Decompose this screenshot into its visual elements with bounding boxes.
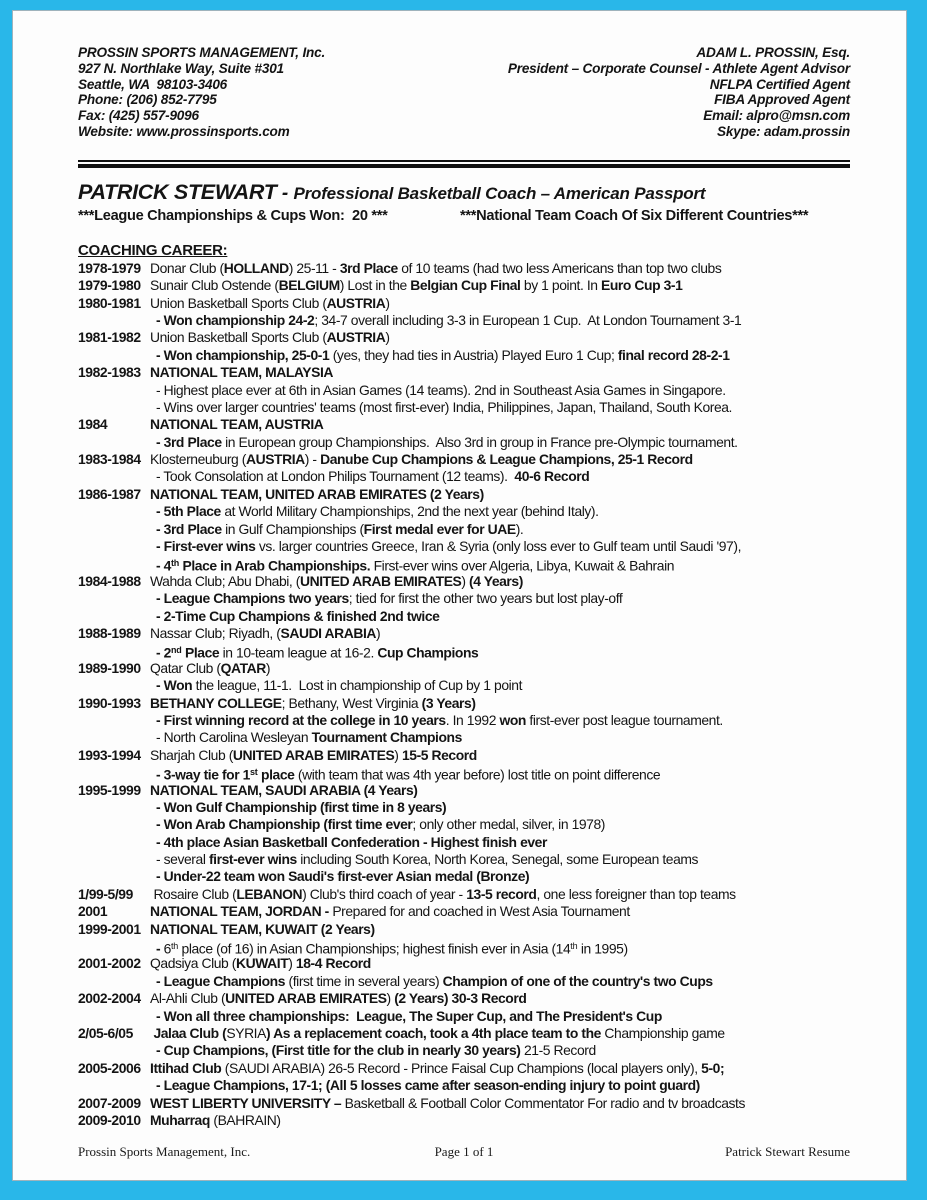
letterhead-agent-block: [508, 45, 850, 140]
career-line: [78, 851, 850, 868]
subtitle-championships: ***League Championships & Cups Won: 20 ***: [78, 207, 388, 224]
career-line: [78, 486, 850, 503]
footer-document-title: Patrick Stewart Resume: [725, 1144, 850, 1160]
career-text-segment: ): [385, 329, 390, 346]
career-line: [78, 416, 850, 433]
career-text-segment: (2 Years) 30-3 Record: [394, 990, 527, 1007]
career-line: [78, 695, 850, 712]
career-text-segment: - League Champions two years: [156, 590, 349, 607]
career-text-segment: by 1 point. In: [520, 277, 602, 294]
career-year: 1993-1994: [78, 746, 141, 763]
career-text-segment: first-ever post league tournament.: [525, 711, 723, 728]
resume-title: [78, 179, 850, 208]
career-line: [78, 903, 850, 920]
career-text-segment: Klosterneuburg (: [150, 451, 246, 468]
career-text-segment: Union Basketball Sports Club (: [150, 329, 327, 346]
career-text-segment: NATIONAL TEAM, UNITED ARAB EMIRATES (2 Years): [150, 485, 484, 502]
career-text-segment: - First-ever wins: [156, 538, 256, 555]
career-year: 1/99-5/99: [78, 885, 133, 902]
career-line: [78, 1112, 850, 1129]
career-text-segment: ; tied for first the other two years but lost play-off: [348, 590, 623, 607]
career-text-segment: Prepared for and coached in West Asia Tournament: [332, 903, 630, 920]
career-text-segment: UNITED ARAB EMIRATES: [225, 990, 387, 1007]
career-text-segment: 18-4 Record: [295, 955, 371, 972]
career-line: [78, 347, 850, 364]
career-text-segment: - 3rd Place: [156, 433, 222, 450]
career-list: [78, 260, 850, 1130]
letterhead: [78, 11, 850, 140]
career-text-segment: Donar Club (: [150, 259, 224, 276]
career-text-segment: ; 34-7 overall including 3-3 in European 1 Cup. At London Tournament 3-1: [314, 311, 742, 328]
career-text-segment: st: [249, 767, 258, 778]
career-text-segment: Euro Cup 3-1: [601, 277, 683, 294]
career-text-segment: Nassar Club; Riyadh, (: [150, 624, 281, 641]
career-text-segment: Place in Arab Championships.: [179, 557, 371, 574]
career-text-segment: 6: [163, 940, 171, 957]
career-text-segment: 5-0;: [701, 1059, 725, 1076]
letterhead-company-block: [78, 45, 325, 140]
resume-page: [12, 10, 907, 1181]
career-text-segment: th: [170, 941, 179, 952]
career-line: [78, 364, 850, 381]
company-phone: Phone: (206) 852-7795: [78, 92, 217, 108]
career-text-segment: - Won championship 24-2: [156, 311, 315, 328]
career-text-segment: first-ever wins: [208, 851, 297, 868]
career-text-segment: WEST LIBERTY UNIVERSITY –: [150, 1094, 345, 1111]
career-line: [78, 764, 850, 781]
career-text-segment: including South Korea, North Korea, Senegal, some European teams: [296, 851, 699, 868]
agent-cert-fiba: FIBA Approved Agent: [714, 92, 850, 108]
page-footer: [78, 1144, 850, 1159]
section-heading-coaching-career: COACHING CAREER:: [78, 241, 228, 259]
career-text-segment: AUSTRIA: [326, 294, 386, 311]
career-text-segment: in 1995): [577, 940, 628, 957]
career-year: 1984: [78, 416, 108, 433]
career-text-segment: NATIONAL TEAM, SAUDI ARABIA (4 Years): [150, 781, 418, 798]
career-text-segment: ) 25-11 -: [288, 259, 340, 276]
company-address-street: 927 N. Northlake Way, Suite #301: [78, 60, 284, 76]
career-line: [78, 1008, 850, 1025]
career-year: 2/05-6/05: [78, 1024, 133, 1041]
career-year: 1980-1981: [78, 294, 141, 311]
company-address-city: Seattle, WA 98103-3406: [78, 76, 228, 92]
career-line: [78, 955, 850, 972]
career-text-segment: First medal ever for UAE: [363, 520, 516, 537]
career-text-segment: - First winning record at the college in 10 years: [156, 711, 446, 728]
career-line: [78, 1095, 850, 1112]
career-text-segment: Danube Cup Champions & League Champions, 25-1 Record: [320, 451, 693, 468]
career-year: 1982-1983: [78, 364, 141, 381]
career-text-segment: vs. larger countries Greece, Iran & Syria (only loss ever to Gulf team until Saudi '97),: [255, 538, 742, 555]
career-text-segment: (BAHRAIN): [213, 1111, 281, 1128]
career-text-segment: in 10-team league at 16-2.: [219, 644, 378, 661]
career-line: [78, 312, 850, 329]
career-line: [78, 521, 850, 538]
career-text-segment: - Won championship, 25-0-1: [156, 346, 330, 363]
career-line: [78, 573, 850, 590]
career-text-segment: - Cup Champions, (First title for the club in nearly 30 years): [156, 1042, 524, 1059]
career-text-segment: Tournament Champions: [311, 729, 462, 746]
career-text-segment: th: [170, 558, 180, 569]
career-text-segment: (yes, they had ties in Austria) Played Euro 1 Cup;: [329, 346, 618, 363]
career-text-segment: - Took Consolation at London Philips Tournament (12 teams).: [156, 468, 515, 485]
career-line: [78, 1025, 850, 1042]
career-line: [78, 590, 850, 607]
career-text-segment: nd: [170, 645, 182, 656]
career-text-segment: . In 1992: [445, 711, 500, 728]
career-line: [78, 295, 850, 312]
career-line: [78, 816, 850, 833]
career-year: 2009-2010: [78, 1111, 141, 1128]
career-year: 2001: [78, 903, 108, 920]
career-text-segment: ; Bethany, West Virginia: [281, 694, 422, 711]
career-text-segment: ) -: [304, 451, 321, 468]
career-text-segment: (first time in several years): [285, 972, 443, 989]
career-text-segment: - 3-way tie for 1: [156, 766, 250, 783]
career-line: [78, 608, 850, 625]
career-text-segment: - North Carolina Wesleyan: [156, 729, 312, 746]
career-text-segment: - Under-22 team won Saudi's first-ever Asian medal (Bronze): [156, 868, 530, 885]
career-line: [78, 399, 850, 416]
career-text-segment: -: [156, 940, 164, 957]
career-text-segment: ): [385, 294, 390, 311]
career-line: [78, 973, 850, 990]
career-text-segment: First-ever wins over Algeria, Libya, Kuwait & Bahrain: [370, 557, 675, 574]
agent-skype: Skype: adam.prossin: [717, 123, 850, 139]
career-line: [78, 503, 850, 520]
career-text-segment: HOLLAND: [223, 259, 289, 276]
career-year: 2002-2004: [78, 990, 141, 1007]
career-text-segment: NATIONAL TEAM, JORDAN -: [150, 903, 333, 920]
career-text-segment: BELGIUM: [278, 277, 340, 294]
career-text-segment: Place: [181, 644, 220, 661]
career-line: [78, 729, 850, 746]
career-text-segment: Basketball & Football Color Commentator For radio and tv broadcasts: [344, 1094, 746, 1111]
career-text-segment: - 2-Time Cup Champions & finished 2nd twice: [156, 607, 440, 624]
career-text-segment: - Highest place ever at 6th in Asian Games (14 teams). 2nd in Southeast Asia Games in Singapore.: [156, 381, 726, 398]
career-year: 1999-2001: [78, 920, 141, 937]
career-text-segment: - Won all three championships: League, The Super Cup, and The President's Cup: [156, 1007, 662, 1024]
career-text-segment: SAUDI ARABIA: [280, 624, 377, 641]
career-text-segment: - 2: [156, 644, 171, 661]
career-year: 1984-1988: [78, 572, 141, 589]
career-text-segment: BETHANY COLLEGE: [150, 694, 282, 711]
candidate-role: Professional Basketball Coach – American Passport: [293, 183, 706, 203]
career-line: [78, 329, 850, 346]
career-line: [78, 868, 850, 885]
career-text-segment: 15-5 Record: [401, 746, 477, 763]
career-text-segment: ): [265, 659, 271, 676]
career-text-segment: of 10 teams (had two less Americans than top two clubs: [397, 259, 722, 276]
career-text-segment: Belgian Cup Final: [410, 277, 521, 294]
career-line: [78, 642, 850, 659]
career-text-segment: (3 Years): [421, 694, 476, 711]
career-text-segment: ) Lost in the: [339, 277, 411, 294]
career-year: 1979-1980: [78, 277, 141, 294]
career-text-segment: Cup Champions: [377, 644, 479, 661]
career-text-segment: Al-Ahli Club (: [150, 990, 226, 1007]
resume-content: [13, 11, 906, 1159]
career-text-segment: ) Club's third coach of year -: [302, 885, 467, 902]
career-text-segment: ): [461, 572, 470, 589]
subtitle-national-teams: ***National Team Coach Of Six Different Countries***: [460, 207, 809, 224]
career-text-segment: 40-6 Record: [514, 468, 590, 485]
career-text-segment: Wahda Club; Abu Dhabi, (: [150, 572, 301, 589]
career-line: [78, 555, 850, 572]
career-line: [78, 834, 850, 851]
career-text-segment: ): [376, 624, 381, 641]
career-text-segment: - 4th place Asian Basketball Confederation - Highest finish ever: [156, 833, 547, 850]
career-text-segment: AUSTRIA: [326, 329, 386, 346]
career-text-segment: 13-5 record: [466, 885, 537, 902]
career-text-segment: Jalaa Club (: [150, 1024, 227, 1041]
agent-cert-nflpa: NFLPA Certified Agent: [709, 76, 850, 92]
career-text-segment: Muharraq: [150, 1111, 214, 1128]
footer-company: Prossin Sports Management, Inc.: [78, 1144, 251, 1160]
header-divider-rule: [78, 160, 850, 168]
career-text-segment: ).: [515, 520, 524, 537]
career-year: 1978-1979: [78, 259, 141, 276]
career-text-segment: Union Basketball Sports Club (: [150, 294, 327, 311]
career-year: 2001-2002: [78, 955, 141, 972]
career-text-segment: 3rd Place: [339, 259, 398, 276]
career-text-segment: KUWAIT: [236, 955, 289, 972]
career-text-segment: - 3rd Place: [156, 520, 222, 537]
career-line: [78, 677, 850, 694]
career-text-segment: ; only other medal, silver, in 1978): [412, 816, 605, 833]
career-text-segment: QATAR: [220, 659, 266, 676]
career-year: 1986-1987: [78, 485, 141, 502]
career-text-segment: Qadsiya Club (: [150, 955, 236, 972]
candidate-name: PATRICK STEWART: [78, 179, 277, 204]
career-line: [78, 886, 850, 903]
agent-name: ADAM L. PROSSIN, Esq.: [696, 45, 850, 60]
career-year: 1990-1993: [78, 694, 141, 711]
career-line: [78, 382, 850, 399]
career-text-segment: (4 Years): [469, 572, 523, 589]
career-text-segment: - Won Gulf Championship (first time in 8 years): [156, 798, 447, 815]
career-text-segment: (SAUDI ARABIA) 26-5 Record - Prince Faisal Cup Champions (local players only),: [224, 1059, 702, 1076]
career-text-segment: in Gulf Championships (: [221, 520, 364, 537]
career-line: [78, 277, 850, 294]
career-text-segment: th: [570, 941, 578, 952]
career-text-segment: - League Champions: [156, 972, 286, 989]
career-text-segment: - 5th Place: [156, 503, 221, 520]
career-line: [78, 260, 850, 277]
career-text-segment: Ittihad Club: [150, 1059, 225, 1076]
agent-title: President – Corporate Counsel - Athlete Agent Advisor: [507, 60, 850, 76]
career-line: [78, 660, 850, 677]
divider-thick-line: [78, 164, 850, 168]
career-text-segment: AUSTRIA: [245, 451, 305, 468]
career-text-segment: - Won Arab Championship (first time ever: [156, 816, 413, 833]
career-text-segment: LEBANON: [236, 885, 303, 902]
career-text-segment: ) As a replacement coach, took a 4th place team to the: [265, 1024, 605, 1041]
career-text-segment: Rosaire Club (: [150, 885, 237, 902]
career-text-segment: ): [394, 746, 402, 763]
career-text-segment: place: [257, 766, 295, 783]
career-year: 1995-1999: [78, 781, 141, 798]
company-name: PROSSIN SPORTS MANAGEMENT, Inc.: [78, 45, 326, 60]
career-text-segment: in European group Championships. Also 3rd in group in France pre-Olympic tournament.: [221, 433, 738, 450]
career-year: 1989-1990: [78, 659, 141, 676]
career-text-segment: final record 28-2-1: [617, 346, 730, 363]
career-text-segment: Qatar Club (: [150, 659, 221, 676]
career-text-segment: (with team that was 4th year before) lost title on point difference: [294, 766, 661, 783]
career-year: 2005-2006: [78, 1059, 141, 1076]
career-text-segment: Championship game: [604, 1024, 725, 1041]
career-line: [78, 451, 850, 468]
career-text-segment: , one less foreigner than top teams: [536, 885, 736, 902]
career-line: [78, 468, 850, 485]
career-text-segment: NATIONAL TEAM, KUWAIT (2 Years): [150, 920, 375, 937]
career-text-segment: - Wins over larger countries' teams (most first-ever) India, Philippines, Japan, Thailand, South Korea.: [156, 398, 732, 415]
career-line: [78, 538, 850, 555]
agent-email: Email: alpro@msn.com: [703, 108, 850, 124]
career-text-segment: - Won: [156, 677, 193, 694]
company-website: Website: www.prossinsports.com: [78, 123, 290, 139]
career-text-segment: Champion of one of the country's two Cups: [442, 972, 713, 989]
career-line: [78, 747, 850, 764]
career-text-segment: - 4: [156, 557, 171, 574]
career-line: [78, 1060, 850, 1077]
career-text-segment: NATIONAL TEAM, MALAYSIA: [150, 364, 334, 381]
career-line: [78, 990, 850, 1007]
title-dash: -: [276, 182, 294, 204]
career-text-segment: won: [499, 711, 526, 728]
career-text-segment: SYRIA: [226, 1024, 266, 1041]
career-text-segment: UNITED ARAB EMIRATES: [232, 746, 395, 763]
career-year: 1988-1989: [78, 624, 141, 641]
career-line: [78, 625, 850, 642]
career-line: [78, 434, 850, 451]
career-line: [78, 782, 850, 799]
career-line: [78, 712, 850, 729]
career-year: 2007-2009: [78, 1094, 141, 1111]
career-text-segment: ): [288, 955, 296, 972]
career-text-segment: - several: [156, 851, 209, 868]
career-line: [78, 1042, 850, 1059]
career-text-segment: 21-5 Record: [523, 1042, 596, 1059]
career-text-segment: the league, 11-1. Lost in championship of Cup by 1 point: [192, 677, 523, 694]
career-text-segment: UNITED ARAB EMIRATES: [300, 572, 462, 589]
career-year: 1981-1982: [78, 329, 141, 346]
footer-page-number: Page 1 of 1: [434, 1144, 494, 1160]
career-text-segment: - League Champions, 17-1; (All 5 losses came after season-ending injury to point guard): [156, 1077, 700, 1094]
company-fax: Fax: (425) 557-9096: [78, 108, 199, 124]
career-line: [78, 1077, 850, 1094]
career-text-segment: at World Military Championships, 2nd the next year (behind Italy).: [220, 503, 599, 520]
career-line: [78, 921, 850, 938]
career-text-segment: ): [386, 990, 395, 1007]
resume-subtitle: [78, 208, 850, 225]
career-text-segment: place (of 16) in Asian Championships; highest finish ever in Asia (14: [178, 940, 571, 957]
career-line: [78, 799, 850, 816]
career-year: 1983-1984: [78, 451, 141, 468]
career-line: [78, 938, 850, 955]
career-text-segment: NATIONAL TEAM, AUSTRIA: [150, 416, 324, 433]
career-text-segment: Sharjah Club (: [150, 746, 233, 763]
career-text-segment: Sunair Club Ostende (: [150, 277, 279, 294]
